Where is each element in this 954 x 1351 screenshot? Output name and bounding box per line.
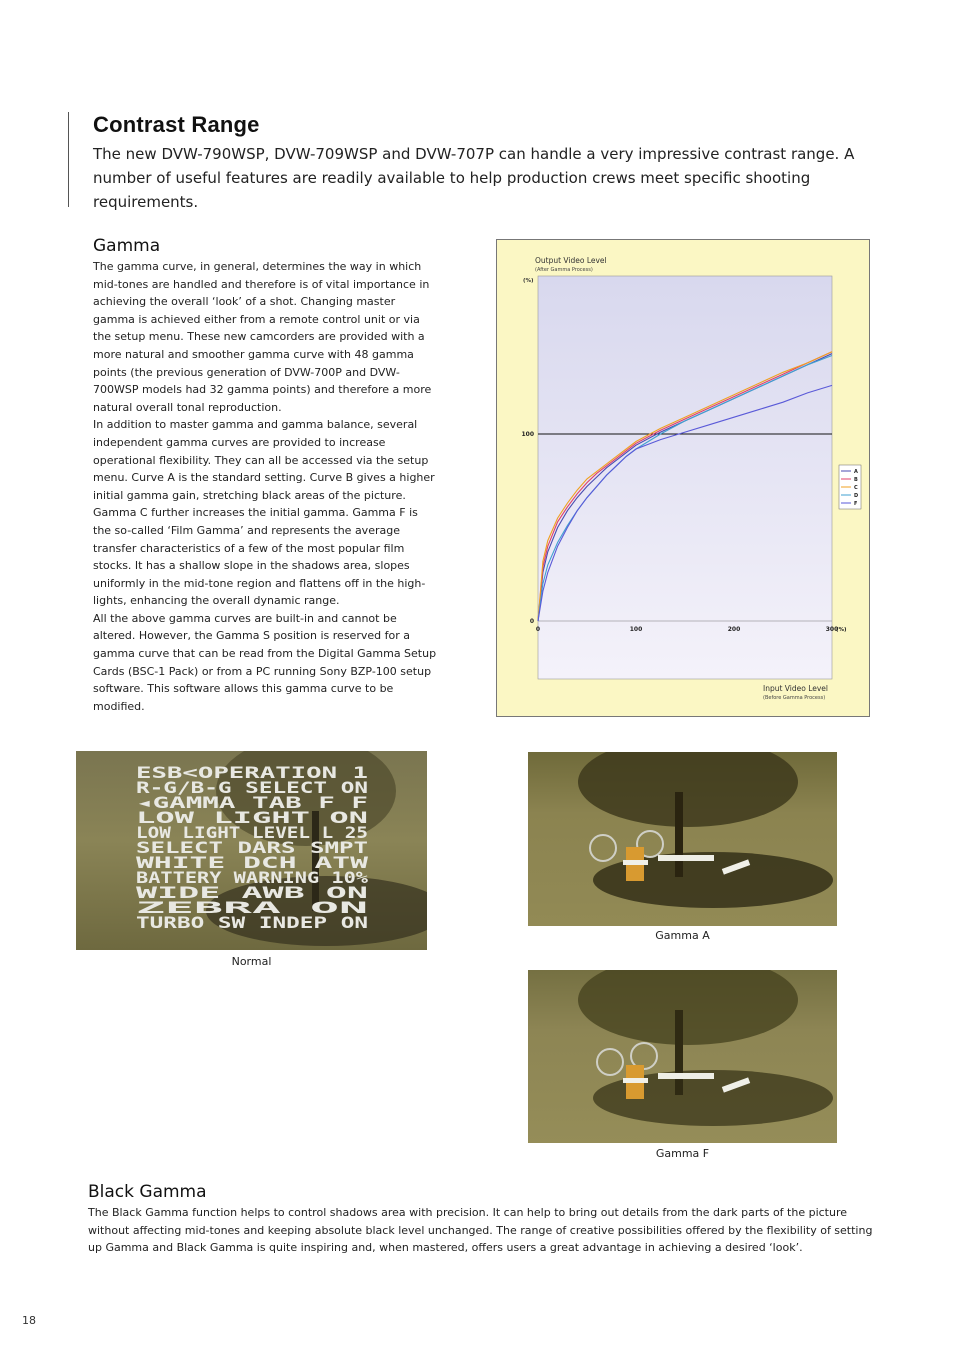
chart-legend [839, 465, 861, 509]
photo-gamma-f-image [528, 970, 837, 1143]
legend-label-a: A [854, 469, 858, 475]
caption-gamma-a: Gamma A [655, 929, 710, 942]
photo-normal-image [76, 751, 427, 950]
gamma-heading: Gamma [93, 236, 161, 256]
plot-area [535, 276, 832, 679]
black-gamma-body: The Black Gamma function helps to control shadows area with precision. It can help to bring out details from the dark parts of the picture without affecting mid-tones and keeping absolute black level unchanged. The range of creative possibilities offered by the flexibility of setting up Gamma and Black Gamma is quite inspiring and, when mastered, offers users a great advantage in achieving a desired ‘look’. [88, 1206, 873, 1254]
osd-menu-line: SELECT DARS SMPT [136, 838, 368, 857]
legend-label-d: D [854, 493, 859, 499]
photo-gamma-f [528, 970, 837, 1143]
y-tick-label: 100 [521, 431, 534, 438]
osd-menu-line: WHITE DCH ATW [136, 853, 369, 872]
chart-title: Output Video Level [535, 256, 607, 265]
gamma-body [93, 258, 438, 715]
y-tick-label: 0 [529, 618, 534, 625]
page-number: 18 [22, 1314, 36, 1327]
gamma-curve-chart [496, 239, 870, 717]
x-tick-label: 200 [727, 626, 741, 633]
y-unit-label: (%) [523, 278, 534, 284]
osd-menu-line: TURBO SW INDEP ON [136, 913, 368, 932]
caption-normal: Normal [231, 955, 272, 968]
caption-gamma-f: Gamma F [655, 1147, 710, 1160]
legend-label-c: C [854, 485, 858, 491]
osd-menu-line: LOW LIGHT LEVEL L 25 [136, 823, 368, 842]
osd-menu-line: LOW LIGHT ON [136, 808, 368, 827]
legend-label-f: F [854, 501, 858, 507]
osd-menu-line: R-G/B-G SELECT ON [136, 778, 368, 797]
legend-label-b: B [854, 477, 858, 483]
osd-menu-line: WIDE AWB ON [136, 883, 368, 902]
osd-menu-line: BATTERY WARNING 10% [136, 868, 369, 887]
intro-paragraph: The new DVW-790WSP, DVW-709WSP and DVW-707P can handle a very impressive contrast range. A number of useful features are readily available to help production crews meet specific shooting requirements. [93, 145, 855, 211]
x-tick-label: 300 [825, 626, 839, 633]
osd-menu [136, 763, 369, 932]
page-title: Contrast Range [93, 112, 260, 137]
section-rule [68, 112, 69, 207]
gamma-paragraph: All the above gamma curves are built-in and cannot be altered. However, the Gamma S position is reserved for a gamma curve that can be read from the Digital Gamma Setup Cards (BSC-1 Pack) or from a PC running Sony BZP-100 setup software. This software allows this gamma curve to be modified. [93, 611, 437, 713]
x-unit-label: (%) [836, 627, 847, 633]
x-tick-label: 0 [535, 626, 541, 633]
gamma-paragraph: The gamma curve, in general, determines the way in which mid-tones are handled and therefore is of vital importance in achieving the overall ‘look’ of a shot. Changing master gamma is achieved either from a remote control unit or via the setup menu. These new camcorders are provided with a more natural and smoother gamma curve with 48 gamma points (the previous generation of DVW-700P and DVW-700WSP models had 32 gamma points) and therefore a more natural overall tonal reproduction. [93, 260, 432, 414]
x-tick-label: 100 [629, 626, 643, 633]
chart-canvas [497, 240, 869, 716]
x-axis-sublabel: (Before Gamma Process) [763, 695, 826, 701]
osd-menu-line: ◂GAMMA TAB F F [136, 793, 368, 812]
x-axis-label: Input Video Level [763, 684, 828, 693]
osd-menu-line: ZEBRA ON [136, 898, 368, 917]
photo-normal [76, 751, 427, 950]
black-gamma-heading: Black Gamma [88, 1182, 207, 1202]
osd-menu-line: ESB<OPERATION 1 [136, 763, 368, 782]
chart-subtitle: (After Gamma Process) [535, 267, 593, 273]
photo-gamma-a [528, 752, 837, 926]
photo-gamma-a-image [528, 752, 837, 926]
gamma-paragraph: In addition to master gamma and gamma balance, several independent gamma curves are provided to increase operational flexibility. They can all be accessed via the setup menu. Curve A is the standard setting. Curve B gives a higher initial gamma gain, stretching black areas of the picture. Gamma C further increases the initial gamma. Gamma F is the so-called ‘Film Gamma’ and represents the average transfer characteristics of a few of the most popular film stocks. It has a shallow slope in the shadows area, slopes uniformly in the mid-tone region and flattens off in the high-lights, enhancing the overall dynamic range. [93, 418, 435, 608]
